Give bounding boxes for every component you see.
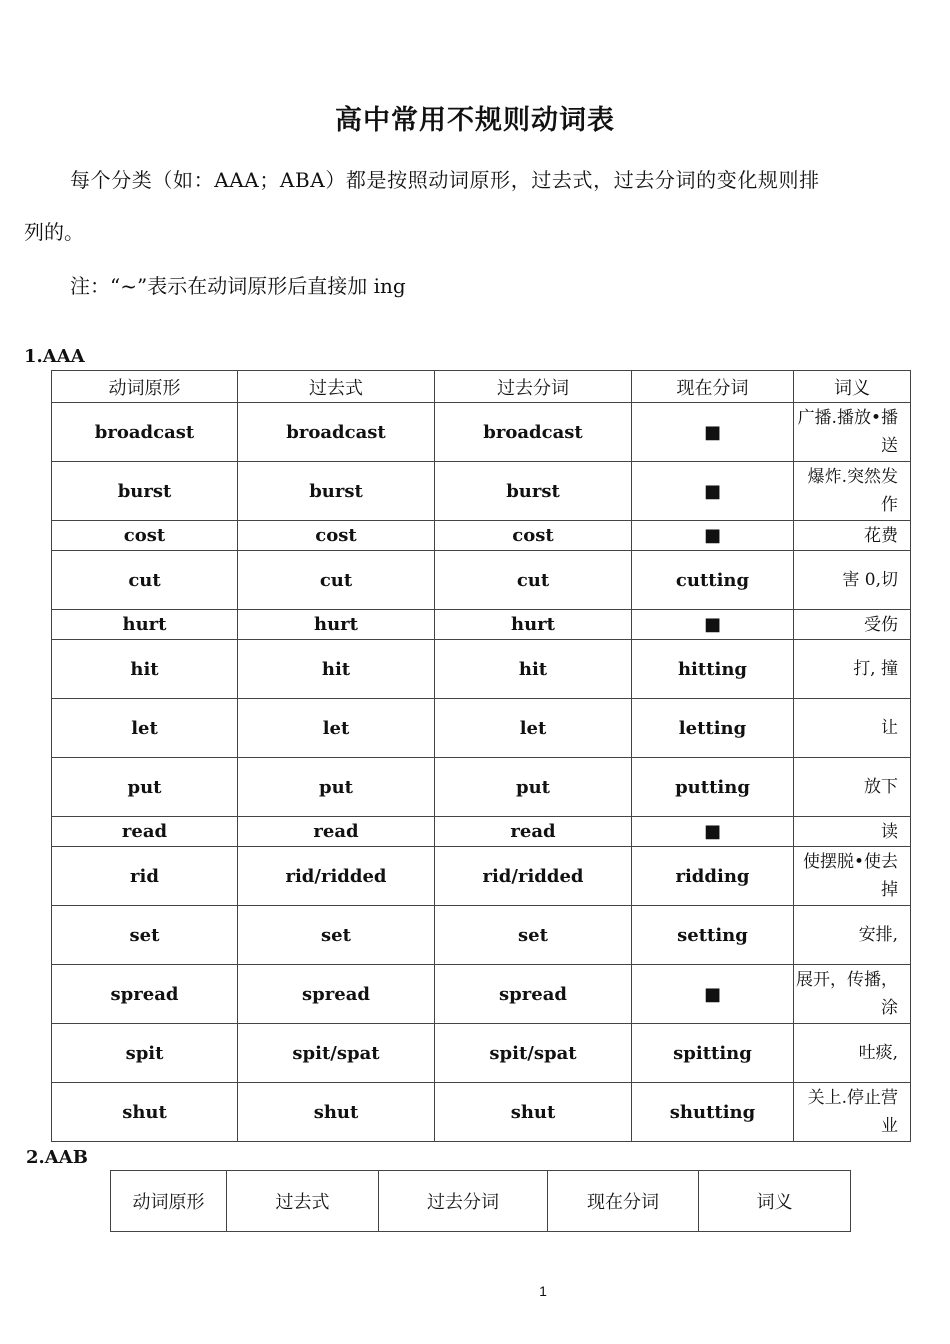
verb-past-tense-cell: burst [238, 462, 435, 521]
section-heading-aab: 2.AAB [26, 1147, 88, 1168]
verb-past-tense-cell: hit [238, 640, 435, 699]
verb-past-participle-cell: cost [435, 521, 632, 551]
verb-past-tense-cell: put [238, 758, 435, 817]
verb-past-participle-cell: broadcast [435, 403, 632, 462]
verb-past-participle-cell: hurt [435, 610, 632, 640]
verb-base-form-cell: burst [52, 462, 238, 521]
verb-past-tense-cell: shut [238, 1083, 435, 1142]
verb-meaning-cell: 关上.停止营业 [794, 1083, 911, 1142]
aab-verb-table [110, 1170, 851, 1232]
intro-paragraph-continued: 列的。 [24, 220, 84, 244]
verb-past-tense-cell: let [238, 699, 435, 758]
table-row [52, 1083, 911, 1142]
verb-past-participle-cell: set [435, 906, 632, 965]
table-row [52, 462, 911, 521]
table-row [52, 610, 911, 640]
table-row [52, 906, 911, 965]
table-row [52, 640, 911, 699]
verb-present-participle-cell: hitting [632, 640, 794, 699]
verb-present-participle-cell: ■ [632, 817, 794, 847]
verb-base-form-cell: hurt [52, 610, 238, 640]
verb-meaning-cell: 吐痰, [794, 1024, 911, 1083]
verb-meaning-cell: 放下 [794, 758, 911, 817]
verb-past-participle-cell: read [435, 817, 632, 847]
verb-present-participle-cell: ■ [632, 965, 794, 1024]
verb-meaning-cell: 打, 撞 [794, 640, 911, 699]
column-header: 现在分词 [548, 1171, 699, 1232]
column-header: 过去分词 [435, 371, 632, 403]
verb-past-participle-cell: cut [435, 551, 632, 610]
column-header: 动词原形 [111, 1171, 227, 1232]
verb-base-form-cell: set [52, 906, 238, 965]
verb-base-form-cell: let [52, 699, 238, 758]
column-header: 过去式 [238, 371, 435, 403]
table-row [52, 551, 911, 610]
verb-base-form-cell: spit [52, 1024, 238, 1083]
verb-meaning-cell: 受伤 [794, 610, 911, 640]
table-row [52, 965, 911, 1024]
verb-base-form-cell: broadcast [52, 403, 238, 462]
column-header: 过去分词 [379, 1171, 548, 1232]
verb-past-tense-cell: cut [238, 551, 435, 610]
verb-present-participle-cell: ■ [632, 403, 794, 462]
aaa-verb-table [51, 370, 911, 1142]
verb-meaning-cell: 安排, [794, 906, 911, 965]
verb-present-participle-cell: shutting [632, 1083, 794, 1142]
verb-base-form-cell: spread [52, 965, 238, 1024]
verb-base-form-cell: cut [52, 551, 238, 610]
verb-present-participle-cell: letting [632, 699, 794, 758]
verb-present-participle-cell: cutting [632, 551, 794, 610]
verb-base-form-cell: rid [52, 847, 238, 906]
verb-past-tense-cell: broadcast [238, 403, 435, 462]
verb-past-participle-cell: put [435, 758, 632, 817]
verb-past-participle-cell: let [435, 699, 632, 758]
table-row [52, 817, 911, 847]
verb-past-tense-cell: spread [238, 965, 435, 1024]
verb-meaning-cell: 使摆脱•使去掉 [794, 847, 911, 906]
note-paragraph: 注：“~”表示在动词原形后直接加 ing [70, 274, 406, 298]
verb-past-participle-cell: spit/spat [435, 1024, 632, 1083]
verb-base-form-cell: read [52, 817, 238, 847]
verb-past-participle-cell: shut [435, 1083, 632, 1142]
verb-present-participle-cell: ridding [632, 847, 794, 906]
verb-past-tense-cell: hurt [238, 610, 435, 640]
table-row [52, 1024, 911, 1083]
verb-meaning-cell: 花费 [794, 521, 911, 551]
verb-meaning-cell: 害 0,切 [794, 551, 911, 610]
intro-paragraph: 每个分类（如：AAA；ABA）都是按照动词原形，过去式，过去分词的变化规则排 [70, 168, 820, 192]
verb-base-form-cell: put [52, 758, 238, 817]
table-row [52, 403, 911, 462]
table-row [52, 758, 911, 817]
verb-base-form-cell: shut [52, 1083, 238, 1142]
verb-present-participle-cell: spitting [632, 1024, 794, 1083]
verb-past-tense-cell: read [238, 817, 435, 847]
table-row [52, 847, 911, 906]
verb-past-participle-cell: rid/ridded [435, 847, 632, 906]
verb-present-participle-cell: ■ [632, 521, 794, 551]
page-title: 高中常用不规则动词表 [335, 105, 615, 136]
verb-meaning-cell: 展开，传播，涂 [794, 965, 911, 1024]
table-row [52, 521, 911, 551]
section-heading-aaa: 1.AAA [24, 346, 85, 367]
verb-base-form-cell: hit [52, 640, 238, 699]
verb-base-form-cell: cost [52, 521, 238, 551]
verb-meaning-cell: 让 [794, 699, 911, 758]
verb-meaning-cell: 广播.播放•播送 [794, 403, 911, 462]
verb-past-participle-cell: hit [435, 640, 632, 699]
verb-past-participle-cell: burst [435, 462, 632, 521]
page-number: 1 [539, 1283, 547, 1299]
column-header: 动词原形 [52, 371, 238, 403]
column-header: 词义 [794, 371, 911, 403]
verb-present-participle-cell: putting [632, 758, 794, 817]
verb-past-participle-cell: spread [435, 965, 632, 1024]
table-row [52, 699, 911, 758]
verb-present-participle-cell: ■ [632, 610, 794, 640]
table-header-row [52, 371, 911, 403]
column-header: 过去式 [227, 1171, 379, 1232]
column-header: 现在分词 [632, 371, 794, 403]
verb-meaning-cell: 爆炸.突然发作 [794, 462, 911, 521]
verb-past-tense-cell: rid/ridded [238, 847, 435, 906]
verb-past-tense-cell: spit/spat [238, 1024, 435, 1083]
verb-past-tense-cell: set [238, 906, 435, 965]
verb-meaning-cell: 读 [794, 817, 911, 847]
column-header: 词义 [699, 1171, 851, 1232]
verb-past-tense-cell: cost [238, 521, 435, 551]
verb-present-participle-cell: ■ [632, 462, 794, 521]
verb-present-participle-cell: setting [632, 906, 794, 965]
table-header-row [111, 1171, 851, 1232]
